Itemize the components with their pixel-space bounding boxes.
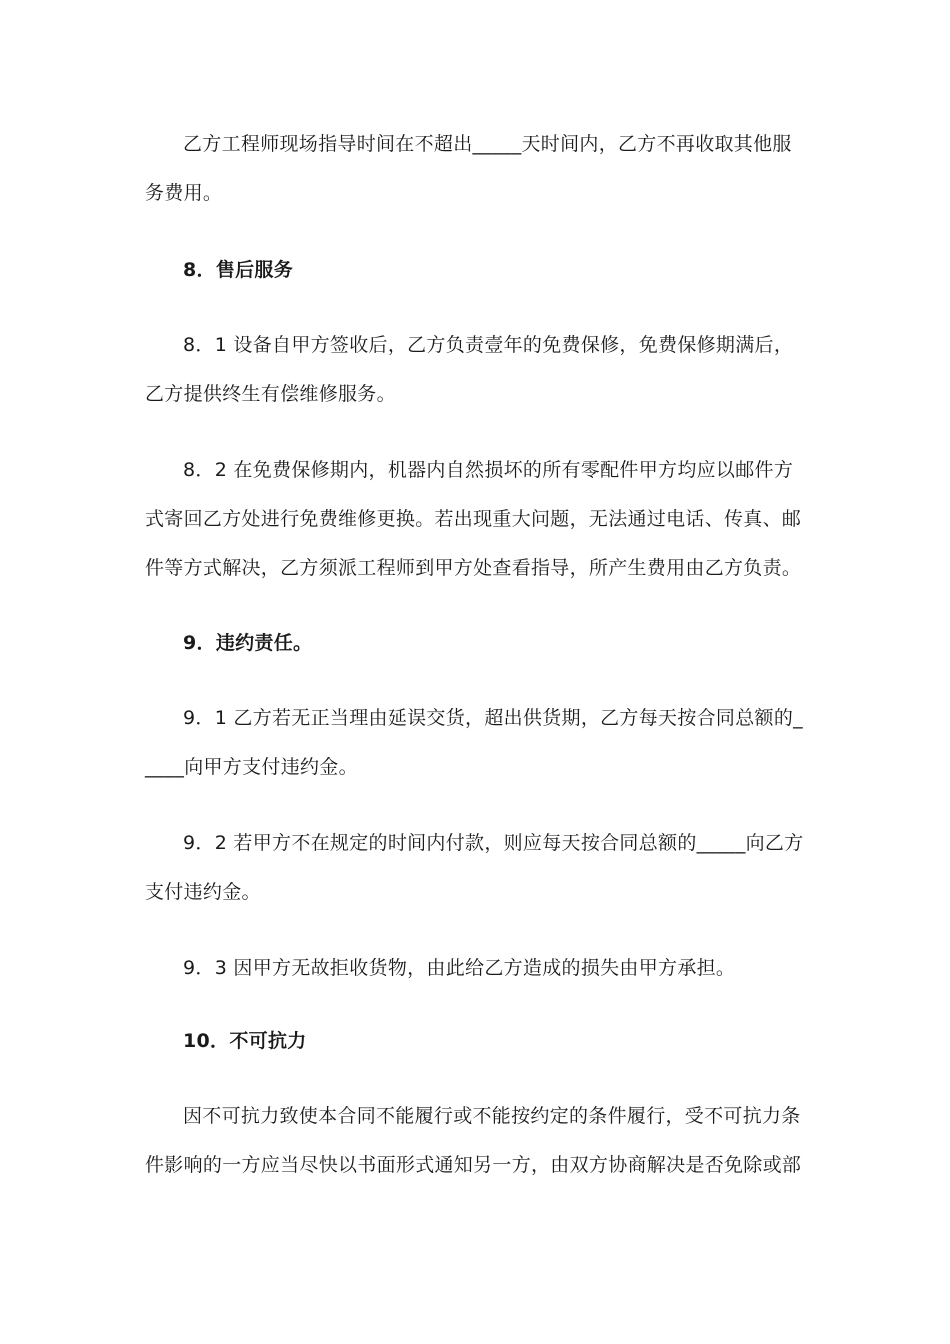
- paragraph-clause-8-2: 8．2 在免费保修期内，机器内自然损坏的所有零配件甲方均应以邮件方式寄回乙方处进行免费维修更换。若出现重大问题，无法通过电话、传真、邮件等方式解决，乙方须派工程师到甲方处查看指导，所产生费用由乙方负责。: [145, 459, 802, 579]
- heading-after-sales-service: 8．售后服务: [183, 259, 294, 281]
- paragraph-engineer-guidance: 乙方工程师现场指导时间在不超出_____天时间内，乙方不再收取其他服务费用。: [145, 133, 792, 204]
- paragraph-clause-8-1: 8．1 设备自甲方签收后，乙方负责壹年的免费保修，免费保修期满后，乙方提供终生有偿维修服务。: [145, 334, 794, 405]
- paragraph-force-majeure: 因不可抗力致使本合同不能履行或不能按约定的条件履行，受不可抗力条件影响的一方应当尽快以书面形式通知另一方，由双方协商解决是否免除或部: [145, 1105, 802, 1176]
- heading-force-majeure: 10．不可抗力: [183, 1030, 307, 1052]
- paragraph-clause-9-3: 9．3 因甲方无故拒收货物，由此给乙方造成的损失由甲方承担。: [183, 957, 736, 979]
- paragraph-clause-9-1: 9．1 乙方若无正当理由延误交货，超出供货期，乙方每天按合同总额的_____向甲方支付违约金。: [145, 707, 803, 778]
- paragraph-clause-9-2: 9．2 若甲方不在规定的时间内付款，则应每天按合同总额的_____向乙方支付违约金。: [145, 832, 804, 903]
- heading-breach-liability: 9．违约责任。: [183, 632, 313, 654]
